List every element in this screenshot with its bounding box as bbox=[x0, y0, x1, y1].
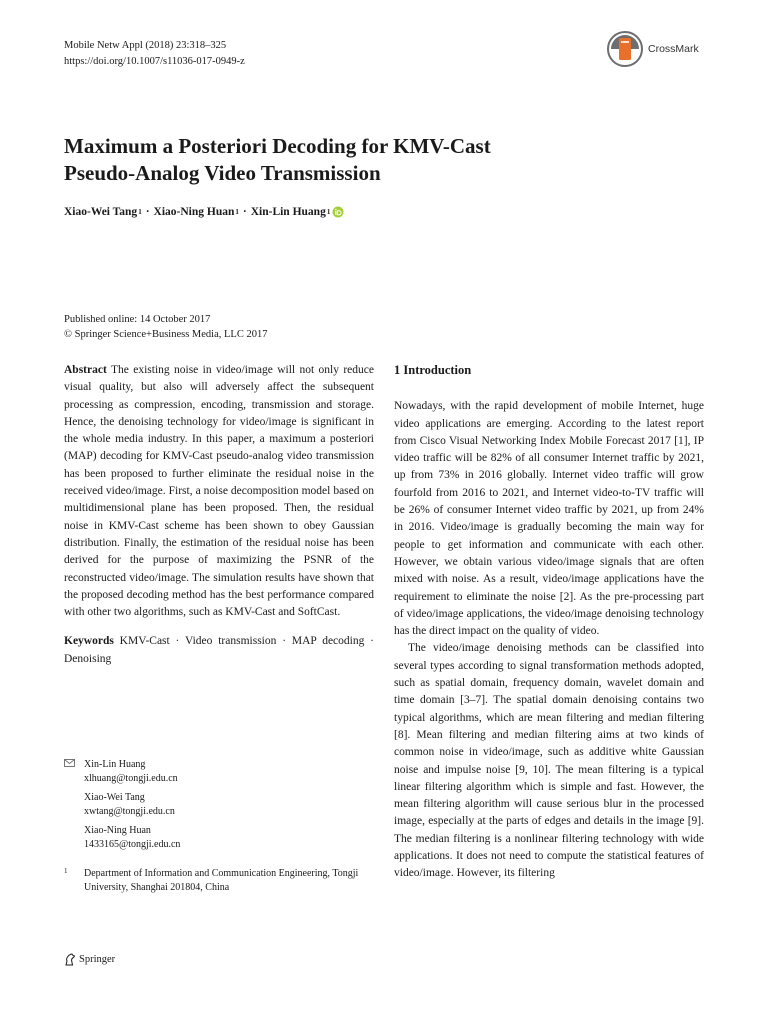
abstract-label: Abstract bbox=[64, 364, 107, 376]
contact-name: Xiao-Ning Huan bbox=[84, 825, 151, 836]
affiliation-number: 1 bbox=[64, 867, 68, 875]
author-separator: · bbox=[242, 206, 247, 218]
contact-name: Xin-Lin Huang bbox=[84, 759, 146, 770]
header-meta bbox=[64, 38, 245, 70]
paper-title bbox=[64, 133, 624, 187]
author-affiliation-mark: 1 bbox=[235, 208, 239, 216]
mail-icon bbox=[64, 759, 75, 767]
author-affiliation-mark: 1 bbox=[138, 208, 142, 216]
affiliation bbox=[64, 867, 374, 894]
copyright-notice: © Springer Science+Business Media, LLC 2017 bbox=[64, 329, 268, 340]
crossmark-badge[interactable] bbox=[606, 30, 699, 68]
springer-logo bbox=[64, 953, 115, 966]
author-list bbox=[64, 206, 344, 218]
author-name[interactable]: Xiao-Wei Tang bbox=[64, 206, 138, 218]
contact-email[interactable]: xlhuang@tongji.edu.cn bbox=[84, 772, 178, 784]
contact-list bbox=[64, 758, 374, 857]
contact-email[interactable]: xwtang@tongji.edu.cn bbox=[84, 805, 175, 817]
contact-email[interactable]: 1433165@tongji.edu.cn bbox=[84, 838, 181, 850]
crossmark-label: CrossMark bbox=[648, 43, 699, 55]
abstract-text: The existing noise in video/image will not only reduce visual quality, but also will adversely affect the subsequent processing as compression, encoding, transmission and storage. Hence, the denoising technology for video/image is significant in the whole media industry. In this paper, a maximum a posteriori (MAP) decoding for KMV-Cast pseudo-analog video transmission has been proposed to further eliminate the residual noise in the received video/image. First, a noise decomposition model based on multidimensional plane has been proposed. Then, the residual noise in KMV-Cast scheme has been shown to obey Gaussian distribution. Finally, the estimation of the residual noise has been derived for the purpose of maximizing the PSNR of the reconstructed video/image. The simulation results have shown that the proposed decoding method has the best performance compared with other two algorithms, such as KMV-Cast and SoftCast. bbox=[64, 364, 374, 619]
contact-entry bbox=[84, 758, 374, 785]
crossmark-icon bbox=[606, 30, 644, 68]
keywords-label: Keywords bbox=[64, 635, 114, 648]
published-date: Published online: 14 October 2017 bbox=[64, 314, 211, 325]
journal-citation: Mobile Netw Appl (2018) 23:318–325 bbox=[64, 40, 227, 51]
intro-paragraph-2: The video/image denoising methods can be classified into several types according to signal transformation methods adopted, such as spatial domain, frequency domain, wavelet domain and time domain [3–7]. The spatial domain denoising contains two typical algorithms, which are mean filtering and median filtering [8]. Mean filtering and median filtering aims at two kinds of common noise in video/image, such as additive white Gaussian noise and impulse noise [9, 10]. The mean filtering is a typical linear filtering algorithm which is simple and fast. However, the mean filtering algorithm will cause serious blur in the processed image, especially at the parts of edges and details in the image [9]. The median filtering is a nonlinear filtering technology with wide applications. It does not need to compute the statistical features of video/image. However, its filtering bbox=[394, 642, 704, 880]
intro-paragraph-1: Nowadays, with the rapid development of mobile Internet, huge video applications are emerging. According to the latest report from Cisco Visual Networking Index Mobile Forecast 2017 [1], IP video traffic will be 82% of all consumer Internet traffic by 2021, up from 73% in 2016 globally. Internet video traffic will grow fourfold from 2016 to 2021, and Internet video-to-TV traffic will be 26% of consumer Internet video traffic by 2021, up from 24% in 2016. Video/image is gradually becoming the main way for people to get information and communicate with each other. However, we obtain various video/image signals that are often mixed with noise. As a result, video/image applications have the requirement to eliminate the noise [2]. As the pre-processing part of video/image applications, the video/image denoising technology has the direct impact on the quality of video. bbox=[394, 400, 704, 638]
contact-name: Xiao-Wei Tang bbox=[84, 792, 145, 803]
author-affiliation-mark: 1 bbox=[326, 208, 331, 216]
title-line-1: Maximum a Posteriori Decoding for KMV-Cast bbox=[64, 134, 491, 158]
affiliation-text: Department of Information and Communication Engineering, Tongji University, Shanghai 201804, China bbox=[84, 868, 359, 893]
right-column bbox=[394, 362, 704, 883]
orcid-icon[interactable] bbox=[332, 206, 344, 218]
contact-entry bbox=[84, 791, 374, 818]
springer-horse-icon bbox=[64, 953, 76, 966]
abstract bbox=[64, 362, 374, 621]
author-separator: · bbox=[145, 206, 150, 218]
left-column bbox=[64, 362, 374, 668]
section-heading-introduction: 1 Introduction bbox=[394, 363, 472, 377]
doi-link[interactable]: https://doi.org/10.1007/s11036-017-0949-z bbox=[64, 56, 245, 67]
author-name[interactable]: Xin-Lin Huang bbox=[250, 206, 326, 218]
title-line-2: Pseudo-Analog Video Transmission bbox=[64, 161, 381, 185]
keywords-text: KMV-Cast · Video transmission · MAP decoding · Denoising bbox=[64, 635, 374, 665]
publication-info bbox=[64, 312, 267, 342]
author-name[interactable]: Xiao-Ning Huan bbox=[153, 206, 235, 218]
contact-entry bbox=[84, 824, 374, 851]
keywords bbox=[64, 633, 374, 668]
springer-wordmark: Springer bbox=[79, 954, 116, 965]
